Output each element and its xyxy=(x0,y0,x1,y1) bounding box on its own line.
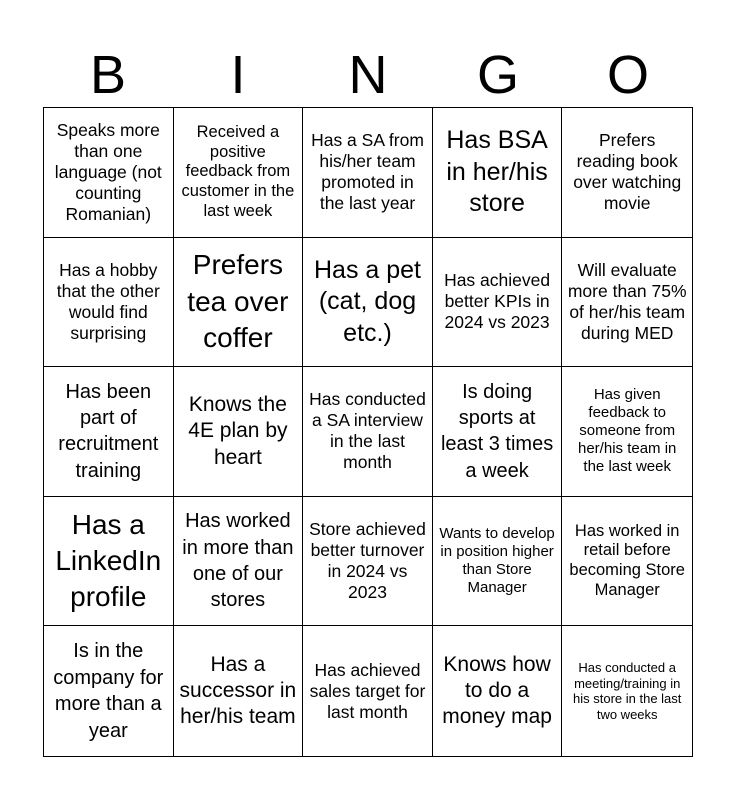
header-letter-g: G xyxy=(476,45,519,105)
bingo-cell[interactable]: Has conducted a SA interview in the last month xyxy=(303,367,433,497)
bingo-cell[interactable]: Has been part of recruitment training xyxy=(44,367,174,497)
bingo-cell[interactable]: Is doing sports at least 3 times a week xyxy=(433,367,563,497)
bingo-cell[interactable]: Knows how to do a money map xyxy=(433,626,563,756)
bingo-cell[interactable]: Prefers reading book over watching movie xyxy=(562,108,692,238)
header-letter-o: O xyxy=(606,45,649,105)
bingo-cell[interactable]: Will evaluate more than 75% of her/his team during MED xyxy=(562,238,692,368)
bingo-cell[interactable]: Has worked in more than one of our stores xyxy=(174,497,304,627)
bingo-cell[interactable]: Has achieved sales target for last month xyxy=(303,626,433,756)
header-letter-b: B xyxy=(89,45,127,105)
bingo-cell[interactable]: Has achieved better KPIs in 2024 vs 2023 xyxy=(433,238,563,368)
bingo-cell[interactable]: Has a hobby that the other would find surprising xyxy=(44,238,174,368)
header-letter-i: I xyxy=(230,45,246,105)
bingo-cell[interactable]: Has worked in retail before becoming Store Manager xyxy=(562,497,692,627)
bingo-cell[interactable]: Has a successor in her/his team xyxy=(174,626,304,756)
bingo-cell[interactable]: Store achieved better turnover in 2024 vs 2023 xyxy=(303,497,433,627)
bingo-cell[interactable]: Received a positive feedback from customer in the last week xyxy=(174,108,304,238)
bingo-cell[interactable]: Has a pet (cat, dog etc.) xyxy=(303,238,433,368)
bingo-header xyxy=(43,42,693,108)
bingo-cell[interactable]: Has given feedback to someone from her/his team in the last week xyxy=(562,367,692,497)
bingo-cell[interactable]: Has a LinkedIn profile xyxy=(44,497,174,627)
bingo-grid xyxy=(43,107,693,757)
bingo-cell[interactable]: Wants to develop in position higher than Store Manager xyxy=(433,497,563,627)
bingo-cell[interactable]: Has conducted a meeting/training in his store in the last two weeks xyxy=(573,660,682,722)
bingo-cell[interactable]: Prefers tea over coffer xyxy=(174,238,304,368)
bingo-cell[interactable]: Has BSA in her/his store xyxy=(433,108,563,238)
bingo-cell[interactable]: Speaks more than one language (not counting Romanian) xyxy=(44,108,174,238)
bingo-cell[interactable]: Is in the company for more than a year xyxy=(44,626,174,756)
bingo-cell[interactable]: Has a SA from his/her team promoted in the last year xyxy=(303,108,433,238)
bingo-cell[interactable]: Knows the 4E plan by heart xyxy=(174,367,304,497)
header-letter-n: N xyxy=(348,45,388,105)
